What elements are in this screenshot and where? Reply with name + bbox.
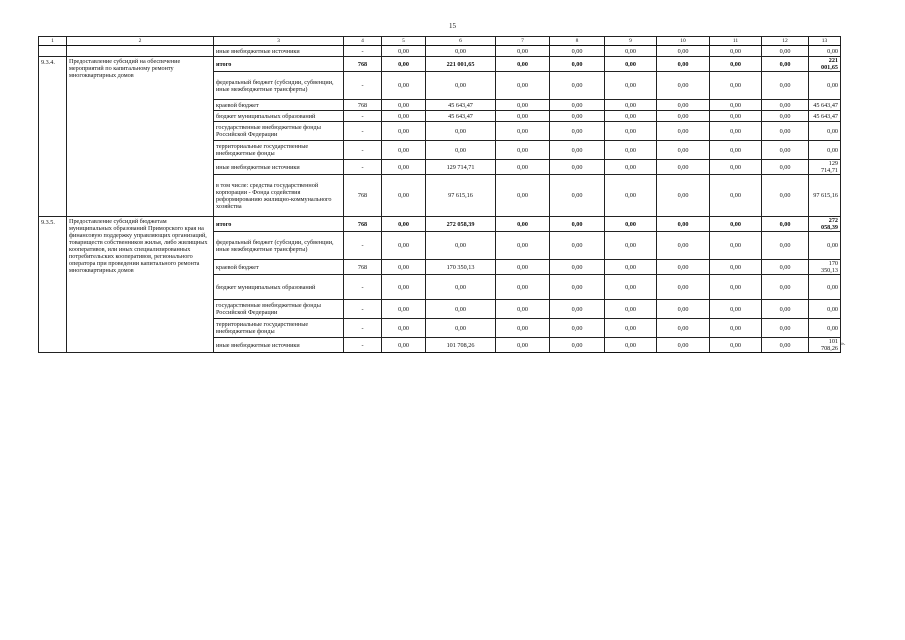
empty-number-cell	[39, 46, 67, 57]
value-cell: 0,00	[605, 57, 657, 72]
column-number-cell: 5	[382, 37, 426, 46]
value-cell: 129 714,71	[426, 160, 496, 175]
code-cell: 768	[344, 175, 382, 217]
value-cell: 0,00	[710, 72, 762, 100]
column-number-cell: 9	[605, 37, 657, 46]
value-cell: 0,00	[710, 122, 762, 141]
value-cell: 0,00	[762, 46, 809, 57]
value-cell: 0,00	[710, 57, 762, 72]
value-cell: 0,00	[605, 72, 657, 100]
value-cell: 0,00	[710, 260, 762, 275]
section-number: 9.3.4.	[39, 57, 67, 217]
value-cell: 0,00	[762, 232, 809, 260]
value-cell: 0,00	[605, 141, 657, 160]
code-cell: 768	[344, 57, 382, 72]
value-cell: 0,00	[550, 275, 605, 300]
value-cell: 221 001,65	[809, 57, 841, 72]
value-cell: 0,00	[382, 338, 426, 353]
value-cell: 0,00	[496, 232, 550, 260]
value-cell: 0,00	[382, 217, 426, 232]
value-cell: 0,00	[605, 175, 657, 217]
empty-name-cell	[67, 46, 214, 57]
source-cell: в том числе: средства государственной корпорации - Фонда содействия реформированию жилищно-коммунального хозяйства	[214, 175, 344, 217]
value-cell: 0,00	[426, 141, 496, 160]
source-cell: иные внебюджетные источники	[214, 46, 344, 57]
value-cell: 0,00	[605, 122, 657, 141]
value-cell: 0,00	[496, 275, 550, 300]
value-cell: 0,00	[550, 57, 605, 72]
value-cell: 0,00	[550, 217, 605, 232]
value-cell: 0,00	[809, 72, 841, 100]
source-cell: территориальные государственные внебюджетные фонды	[214, 319, 344, 338]
value-cell: 0,00	[426, 319, 496, 338]
value-cell: 0,00	[809, 275, 841, 300]
column-number-cell: 1	[39, 37, 67, 46]
table-row	[39, 57, 841, 72]
value-cell: 0,00	[762, 122, 809, 141]
value-cell: 0,00	[496, 260, 550, 275]
value-cell: 0,00	[550, 300, 605, 319]
source-cell: территориальные государственные внебюджетные фонды	[214, 141, 344, 160]
value-cell: 0,00	[496, 46, 550, 57]
code-cell: -	[344, 319, 382, 338]
value-cell: 0,00	[550, 175, 605, 217]
value-cell: 0,00	[550, 260, 605, 275]
table-row	[39, 46, 841, 57]
value-cell: 0,00	[550, 338, 605, 353]
column-number-cell: 8	[550, 37, 605, 46]
code-cell: 768	[344, 100, 382, 111]
value-cell: 0,00	[657, 232, 710, 260]
code-cell: -	[344, 232, 382, 260]
value-cell: 0,00	[382, 260, 426, 275]
value-cell: 0,00	[426, 275, 496, 300]
value-cell: 0,00	[762, 217, 809, 232]
source-cell: краевой бюджет	[214, 100, 344, 111]
value-cell: 0,00	[382, 160, 426, 175]
value-cell: 0,00	[657, 300, 710, 319]
page-number: 15	[449, 22, 456, 30]
value-cell: 45 643,47	[426, 111, 496, 122]
value-cell: 0,00	[809, 141, 841, 160]
value-cell: 97 615,16	[426, 175, 496, 217]
value-cell: 0,00	[657, 46, 710, 57]
value-cell: 272 058,39	[426, 217, 496, 232]
column-number-cell: 7	[496, 37, 550, 46]
value-cell: 0,00	[657, 72, 710, 100]
value-cell: 0,00	[710, 141, 762, 160]
value-cell: 0,00	[762, 260, 809, 275]
value-cell: 0,00	[809, 300, 841, 319]
column-number-cell: 11	[710, 37, 762, 46]
value-cell: 0,00	[710, 100, 762, 111]
value-cell: 0,00	[382, 72, 426, 100]
value-cell: 0,00	[550, 160, 605, 175]
source-cell: иные внебюджетные источники	[214, 160, 344, 175]
value-cell: 0,00	[657, 217, 710, 232]
value-cell: 0,00	[710, 275, 762, 300]
column-number-cell: 2	[67, 37, 214, 46]
value-cell: 170 350,13	[426, 260, 496, 275]
value-cell: 0,00	[657, 160, 710, 175]
section-name: Предоставление субсидий бюджетам муниципальных образований Приморского края на финансовую поддержку управляющих организаций, товариществ собственников жилья, либо жилищных кооперативов, или иных специализированных потребительских кооперативов, регионального оператора при проведении капитального ремонта многоквартирных домов	[67, 217, 214, 353]
source-cell: бюджет муниципальных образований	[214, 111, 344, 122]
value-cell: 0,00	[657, 122, 710, 141]
value-cell: 0,00	[382, 100, 426, 111]
value-cell: 0,00	[762, 72, 809, 100]
value-cell: 0,00	[762, 100, 809, 111]
value-cell: 0,00	[605, 300, 657, 319]
value-cell: 0,00	[762, 275, 809, 300]
value-cell: 0,00	[710, 319, 762, 338]
value-cell: 0,00	[382, 275, 426, 300]
value-cell: 0,00	[657, 319, 710, 338]
value-cell: 0,00	[496, 141, 550, 160]
value-cell: 0,00	[657, 175, 710, 217]
value-cell: 45 643,47	[809, 100, 841, 111]
source-cell: федеральный бюджет (субсидии, субвенции, иные межбюджетные трансферты)	[214, 72, 344, 100]
code-cell: -	[344, 122, 382, 141]
column-number-row	[39, 37, 841, 46]
value-cell: 0,00	[762, 111, 809, 122]
closing-quote-mark: ».	[841, 341, 846, 347]
value-cell: 0,00	[550, 122, 605, 141]
code-cell: -	[344, 111, 382, 122]
value-cell: 0,00	[809, 319, 841, 338]
value-cell: 0,00	[657, 141, 710, 160]
code-cell: -	[344, 160, 382, 175]
value-cell: 0,00	[550, 111, 605, 122]
code-cell: -	[344, 275, 382, 300]
column-number-cell: 10	[657, 37, 710, 46]
value-cell: 0,00	[382, 319, 426, 338]
value-cell: 0,00	[496, 160, 550, 175]
source-cell: федеральный бюджет (субсидии, субвенции, иные межбюджетные трансферты)	[214, 232, 344, 260]
value-cell: 0,00	[605, 232, 657, 260]
source-cell: иные внебюджетные источники	[214, 338, 344, 353]
value-cell: 0,00	[762, 319, 809, 338]
value-cell: 0,00	[426, 46, 496, 57]
code-cell: -	[344, 46, 382, 57]
value-cell: 0,00	[710, 232, 762, 260]
value-cell: 0,00	[382, 175, 426, 217]
code-cell: -	[344, 300, 382, 319]
value-cell: 0,00	[496, 319, 550, 338]
value-cell: 0,00	[809, 232, 841, 260]
value-cell: 45 643,47	[426, 100, 496, 111]
value-cell: 0,00	[657, 111, 710, 122]
value-cell: 0,00	[382, 300, 426, 319]
code-cell: -	[344, 141, 382, 160]
value-cell: 0,00	[605, 46, 657, 57]
value-cell: 0,00	[605, 217, 657, 232]
value-cell: 0,00	[605, 160, 657, 175]
value-cell: 0,00	[382, 141, 426, 160]
value-cell: 0,00	[496, 300, 550, 319]
code-cell: 768	[344, 217, 382, 232]
source-cell: государственные внебюджетные фонды Российской Федерации	[214, 122, 344, 141]
value-cell: 0,00	[762, 175, 809, 217]
column-number-cell: 3	[214, 37, 344, 46]
value-cell: 0,00	[550, 100, 605, 111]
column-number-cell: 13	[809, 37, 841, 46]
value-cell: 129 714,71	[809, 160, 841, 175]
value-cell: 0,00	[550, 141, 605, 160]
value-cell: 0,00	[710, 111, 762, 122]
code-cell: 768	[344, 260, 382, 275]
value-cell: 0,00	[762, 300, 809, 319]
column-number-cell: 6	[426, 37, 496, 46]
value-cell: 0,00	[605, 111, 657, 122]
value-cell: 0,00	[550, 319, 605, 338]
value-cell: 0,00	[710, 217, 762, 232]
value-cell: 0,00	[550, 232, 605, 260]
value-cell: 0,00	[382, 57, 426, 72]
source-cell: государственные внебюджетные фонды Российской Федерации	[214, 300, 344, 319]
value-cell: 0,00	[382, 46, 426, 57]
budget-table	[38, 36, 841, 353]
value-cell: 0,00	[710, 300, 762, 319]
value-cell: 0,00	[762, 338, 809, 353]
source-cell: краевой бюджет	[214, 260, 344, 275]
value-cell: 221 001,65	[426, 57, 496, 72]
value-cell: 0,00	[550, 72, 605, 100]
value-cell: 0,00	[657, 275, 710, 300]
section-name: Предоставление субсидий на обеспечение мероприятий по капитальному ремонту многоквартирных домов	[67, 57, 214, 217]
code-cell: -	[344, 338, 382, 353]
value-cell: 0,00	[710, 46, 762, 57]
column-number-cell: 12	[762, 37, 809, 46]
value-cell: 0,00	[426, 72, 496, 100]
table-row	[39, 217, 841, 232]
value-cell: 0,00	[496, 175, 550, 217]
value-cell: 0,00	[762, 160, 809, 175]
value-cell: 0,00	[550, 46, 605, 57]
value-cell: 45 643,47	[809, 111, 841, 122]
code-cell: -	[344, 72, 382, 100]
value-cell: 0,00	[426, 232, 496, 260]
value-cell: 0,00	[496, 122, 550, 141]
value-cell: 97 615,16	[809, 175, 841, 217]
value-cell: 101 708,26	[426, 338, 496, 353]
value-cell: 0,00	[657, 338, 710, 353]
value-cell: 0,00	[605, 319, 657, 338]
value-cell: 0,00	[496, 111, 550, 122]
source-cell: бюджет муниципальных образований	[214, 275, 344, 300]
value-cell: 0,00	[496, 338, 550, 353]
value-cell: 0,00	[710, 338, 762, 353]
value-cell: 0,00	[605, 275, 657, 300]
value-cell: 0,00	[657, 260, 710, 275]
value-cell: 0,00	[605, 260, 657, 275]
value-cell: 0,00	[809, 46, 841, 57]
value-cell: 272 058,39	[809, 217, 841, 232]
section-number: 9.3.5.	[39, 217, 67, 353]
value-cell: 0,00	[496, 72, 550, 100]
value-cell: 0,00	[657, 57, 710, 72]
value-cell: 0,00	[809, 122, 841, 141]
value-cell: 101 708,26	[809, 338, 841, 353]
value-cell: 0,00	[762, 141, 809, 160]
value-cell: 0,00	[710, 175, 762, 217]
value-cell: 0,00	[762, 57, 809, 72]
value-cell: 0,00	[657, 100, 710, 111]
value-cell: 170 350,13	[809, 260, 841, 275]
value-cell: 0,00	[710, 160, 762, 175]
source-cell: итого	[214, 217, 344, 232]
value-cell: 0,00	[605, 100, 657, 111]
value-cell: 0,00	[496, 100, 550, 111]
value-cell: 0,00	[382, 232, 426, 260]
value-cell: 0,00	[382, 111, 426, 122]
value-cell: 0,00	[426, 122, 496, 141]
value-cell: 0,00	[426, 300, 496, 319]
value-cell: 0,00	[496, 217, 550, 232]
value-cell: 0,00	[605, 338, 657, 353]
source-cell: итого	[214, 57, 344, 72]
value-cell: 0,00	[496, 57, 550, 72]
value-cell: 0,00	[382, 122, 426, 141]
column-number-cell: 4	[344, 37, 382, 46]
